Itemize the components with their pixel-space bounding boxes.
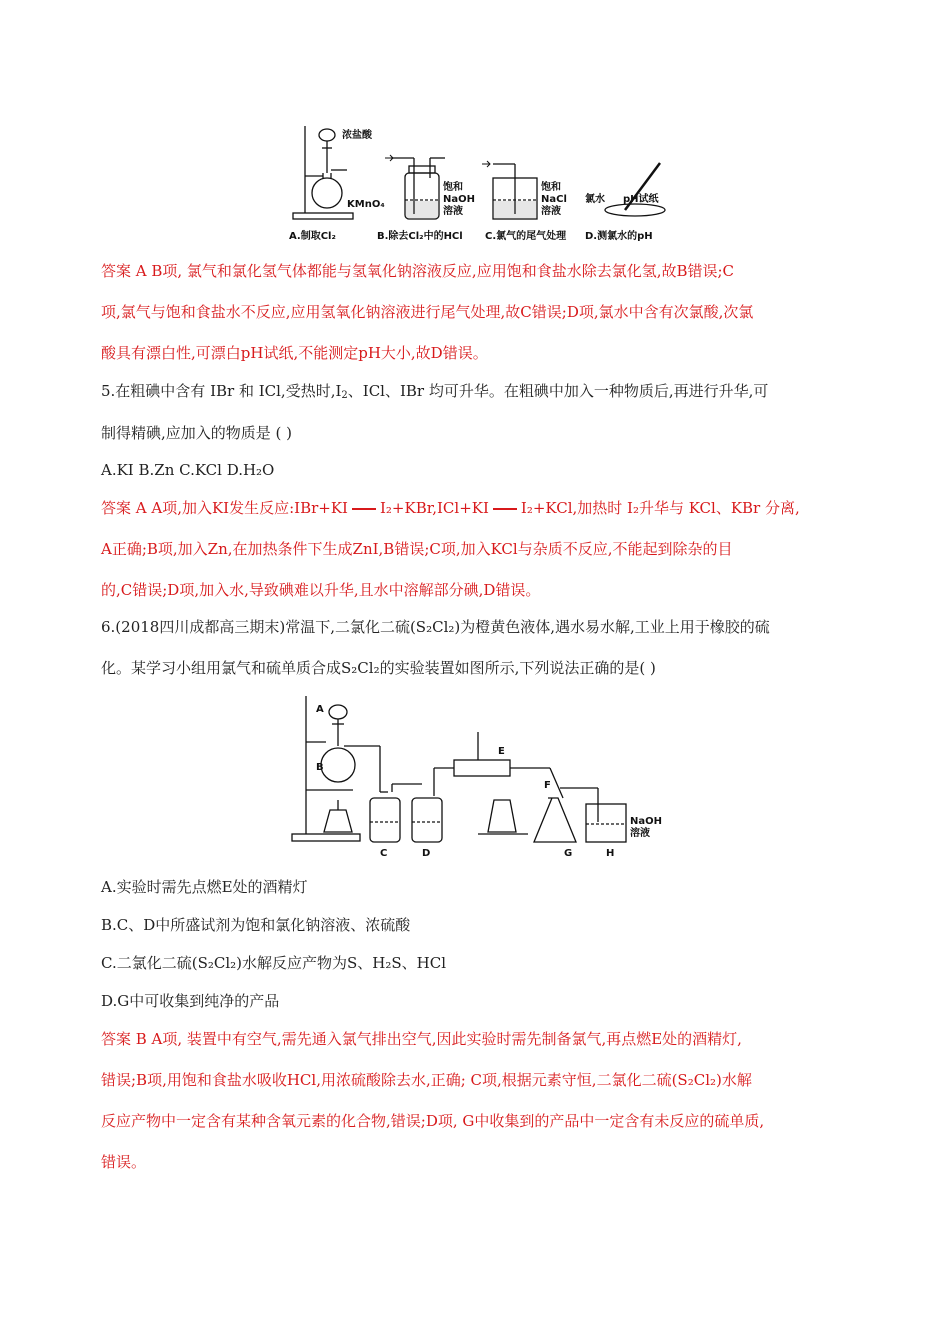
q6-option-b: B.C、D中所盛试剂为饱和氯化钠溶液、浓硫酸 (101, 916, 411, 934)
fig2-label-h: H (606, 848, 615, 859)
fig2-label-f: F (544, 780, 551, 791)
fig2-label-naoh-2: 溶液 (630, 828, 650, 839)
label-nacl-2: NaCl (541, 194, 567, 205)
fig2-label-c: C (380, 848, 388, 859)
label-naoh-1: 饱和 (443, 182, 463, 193)
q6-option-d: D.G中可收集到纯净的产品 (101, 992, 280, 1010)
q5-answer-1c: I₂+KCl,加热时 I₂升华与 KCl、KBr 分离, (520, 499, 800, 517)
q6-stem-line-2: 化。某学习小组用氯气和硫单质合成S₂Cl₂的实验装置如图所示,下列说法正确的是( ) (101, 659, 656, 677)
equation-bar-icon (493, 508, 517, 510)
figure-s2cl2-apparatus (288, 692, 668, 864)
q5-stem-1b: 、ICl、IBr 均可升华。在粗碘中加入一种物质后,再进行升华,可 (347, 382, 769, 400)
q6-stem-line-1: 6.(2018四川成都高三期末)常温下,二氯化二硫(S₂Cl₂)为橙黄色液体,遇水易水解,工业上用于橡胶的硫 (101, 618, 770, 636)
q5-stem-1a: 5.在粗碘中含有 IBr 和 ICl,受热时,I (101, 382, 342, 400)
label-conc-hcl: 浓盐酸 (342, 130, 372, 141)
q6-answer-line-4: 错误。 (101, 1153, 147, 1171)
q5-stem-line-1: 5.在粗碘中含有 IBr 和 ICl,受热时$,I_2$、ICl、IBr 均可升华。在粗碘中加入一种物质后,再进行升华,可 (101, 382, 769, 401)
figure-apparatus-abcd (285, 118, 675, 248)
q5-answer-1a: 答案 A A项,加入KI发生反应:IBr+KI (101, 499, 348, 517)
q5-answer-line-3: 的,C错误;D项,加入水,导致碘难以升华,且水中溶解部分碘,D错误。 (101, 581, 541, 599)
fig2-label-e: E (498, 746, 505, 757)
q4-answer-line-2: 项,氯气与饱和食盐水不反应,应用氢氧化钠溶液进行尾气处理,故C错误;D项,氯水中含有次氯酸,次氯 (101, 303, 754, 321)
caption-a: A.制取Cl₂ (289, 231, 336, 242)
fig2-label-d: D (422, 848, 431, 859)
watch-glass-d (605, 204, 665, 216)
q5-answer-1b: I₂+KBr,ICl+KI (379, 499, 489, 517)
stand-base (293, 213, 353, 219)
equation-bar-icon (352, 508, 376, 510)
fig2-label-b: B (316, 762, 324, 773)
label-naoh-3: 溶液 (443, 206, 463, 217)
q6-answer-line-2: 错误;B项,用饱和食盐水吸收HCl,用浓硫酸除去水,正确; C项,根据元素守恒,二氯化二硫(S₂Cl₂)水解 (101, 1071, 752, 1089)
q6-option-a: A.实验时需先点燃E处的酒精灯 (101, 878, 308, 896)
q5-answer-line-2: A正确;B项,加入Zn,在加热条件下生成ZnI,B错误;C项,加入KCl与杂质不反应,不能起到除杂的目 (101, 540, 733, 558)
caption-c: C.氯气的尾气处理 (485, 231, 567, 242)
label-chlorine-water: 氯水 (585, 194, 605, 205)
q5-stem-line-2: 制得精碘,应加入的物质是 ( ) (101, 424, 293, 442)
label-nacl-3: 溶液 (541, 206, 561, 217)
caption-d: D.测氯水的pH (585, 231, 653, 242)
q4-answer-line-1: 答案 A B项, 氯气和氯化氢气体都能与氢氧化钠溶液反应,应用饱和食盐水除去氯化氢,故B错误;C (101, 262, 735, 280)
q6-answer-line-3: 反应产物中一定含有某种含氧元素的化合物,错误;D项, G中收集到的产品中一定含有未反应的硫单质, (101, 1112, 765, 1130)
fig2-label-a: A (316, 704, 324, 715)
q5-options: A.KI B.Zn C.KCl D.H₂O (101, 461, 275, 479)
label-nacl-1: 饱和 (541, 182, 561, 193)
q4-answer-line-3: 酸具有漂白性,可漂白pH试纸,不能测定pH大小,故D错误。 (101, 344, 488, 362)
fig2-label-g: G (564, 848, 573, 859)
round-flask (312, 178, 342, 208)
caption-b: B.除去Cl₂中的HCl (377, 231, 463, 242)
q5-answer-line-1 (101, 498, 800, 518)
label-naoh-2: NaOH (443, 194, 475, 205)
label-ph-paper: pH试纸 (623, 194, 659, 205)
q6-option-c: C.二氯化二硫(S₂Cl₂)水解反应产物为S、H₂S、HCl (101, 954, 446, 972)
fig2-label-naoh-1: NaOH (630, 816, 662, 827)
label-kmno4: KMnO₄ (347, 199, 385, 210)
q6-answer-line-1: 答案 B A项, 装置中有空气,需先通入氯气排出空气,因此实验时需先制备氯气,再点燃E处的酒精灯, (101, 1030, 742, 1048)
